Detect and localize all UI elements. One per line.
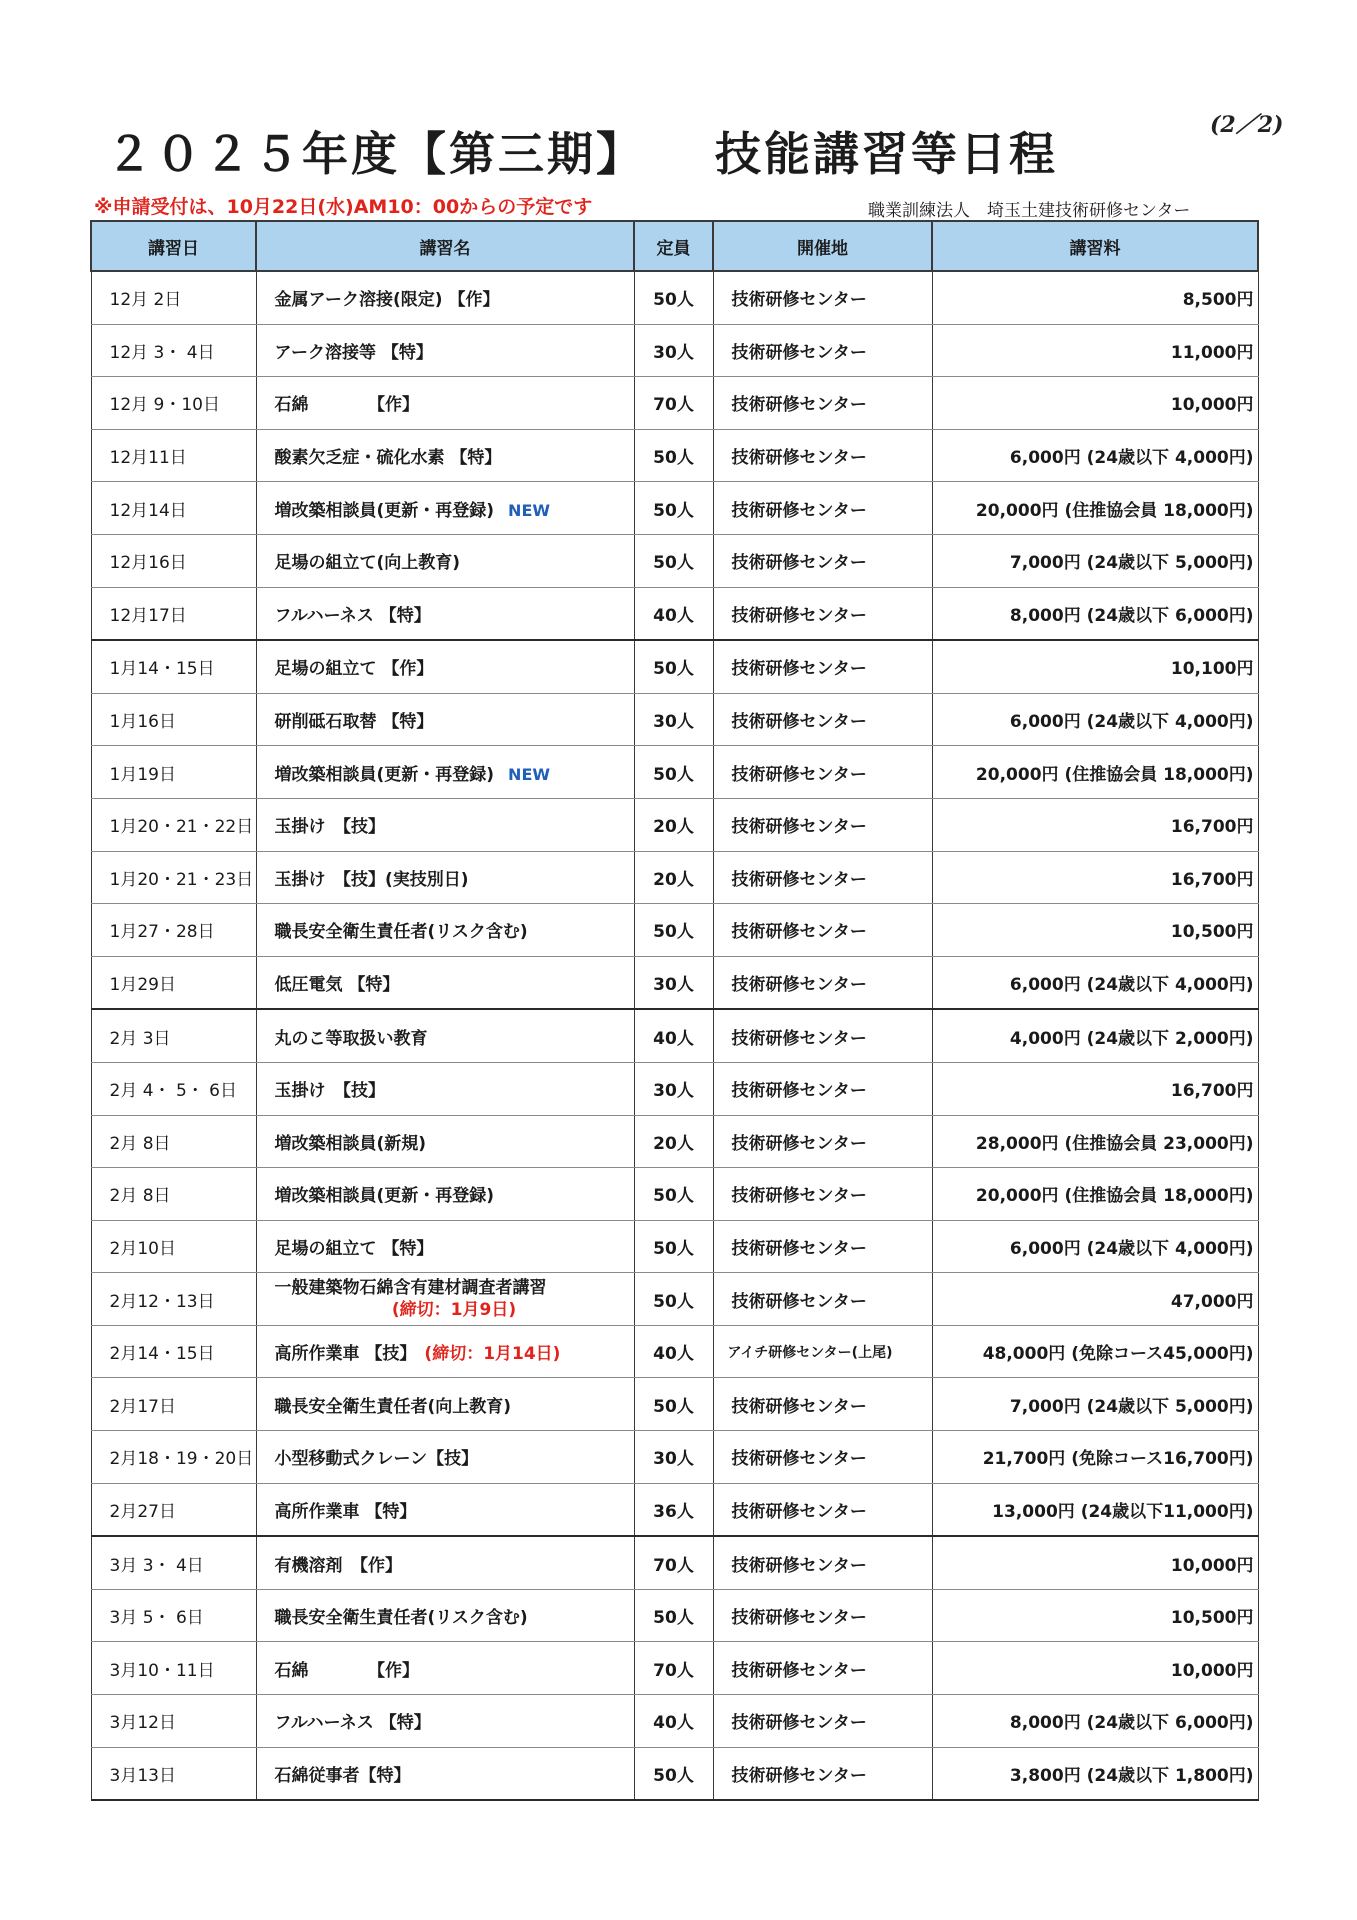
page-title [106, 118, 1058, 184]
cell-course-name [256, 1062, 634, 1115]
cell-venue: 技術研修センター [713, 1273, 932, 1326]
cell-fee: 48,000円 (免除コース45,000円) [932, 1325, 1258, 1378]
course-name: 研削砥石取替 【特】 [274, 712, 434, 733]
cell-date: 2月 8日 [91, 1115, 256, 1168]
cell-date: 3月12日 [91, 1695, 256, 1748]
course-name: 小型移動式クレーン【技】 [274, 1449, 479, 1470]
cell-date: 2月12・13日 [91, 1273, 256, 1326]
cell-capacity: 30人 [634, 1431, 713, 1484]
cell-course-name [256, 1325, 634, 1378]
cell-course-name [256, 1273, 634, 1326]
cell-course-name [256, 746, 634, 799]
table-row [91, 1325, 1258, 1378]
table-row [91, 1589, 1258, 1642]
cell-course-name [256, 1431, 634, 1484]
cell-capacity: 50人 [634, 429, 713, 482]
cell-fee: 6,000円 (24歳以下 4,000円) [932, 1220, 1258, 1273]
cell-date: 1月14・15日 [91, 640, 256, 693]
cell-course-name [256, 587, 634, 640]
cell-venue: 技術研修センター [713, 1747, 932, 1800]
cell-capacity: 50人 [634, 482, 713, 535]
cell-fee: 8,500円 [932, 271, 1258, 324]
table-row [91, 377, 1258, 430]
cell-fee: 6,000円 (24歳以下 4,000円) [932, 429, 1258, 482]
cell-course-name [256, 324, 634, 377]
cell-course-name [256, 482, 634, 535]
course-name: 高所作業車 【技】 [274, 1344, 417, 1365]
cell-venue: 技術研修センター [713, 904, 932, 957]
course-name: 石綿 【作】 [274, 1660, 419, 1681]
course-name: 金属アーク溶接(限定) 【作】 [274, 290, 500, 311]
course-name: 玉掛け 【技】 [274, 1081, 385, 1102]
cell-fee: 47,000円 [932, 1273, 1258, 1326]
cell-venue: 技術研修センター [713, 482, 932, 535]
table-row [91, 1431, 1258, 1484]
table-row [91, 1378, 1258, 1431]
table-row [91, 956, 1258, 1009]
cell-date: 3月 5・ 6日 [91, 1589, 256, 1642]
cell-course-name [256, 429, 634, 482]
cell-venue: 技術研修センター [713, 956, 932, 1009]
cell-fee: 4,000円 (24歳以下 2,000円) [932, 1009, 1258, 1062]
cell-course-name [256, 1695, 634, 1748]
column-header-venue: 開催地 [713, 221, 932, 271]
cell-date: 2月14・15日 [91, 1325, 256, 1378]
table-row [91, 324, 1258, 377]
table-row [91, 1168, 1258, 1221]
cell-fee: 20,000円 (住推協会員 18,000円) [932, 746, 1258, 799]
course-name: 高所作業車 【特】 [274, 1501, 417, 1522]
cell-course-name [256, 1589, 634, 1642]
cell-venue: 技術研修センター [713, 1431, 932, 1484]
course-name-wrapper [275, 1277, 634, 1321]
cell-fee: 10,100円 [932, 640, 1258, 693]
cell-date: 3月13日 [91, 1747, 256, 1800]
cell-date: 1月20・21・23日 [91, 851, 256, 904]
table-row [91, 482, 1258, 535]
page-title-sub: 技能講習等日程 [715, 127, 1058, 181]
cell-fee: 8,000円 (24歳以下 6,000円) [932, 1695, 1258, 1748]
cell-course-name [256, 1378, 634, 1431]
cell-capacity: 50人 [634, 1378, 713, 1431]
cell-capacity: 30人 [634, 1062, 713, 1115]
table-row [91, 534, 1258, 587]
cell-venue: 技術研修センター [713, 1220, 932, 1273]
cell-date: 12月14日 [91, 482, 256, 535]
cell-date: 1月16日 [91, 693, 256, 746]
cell-capacity: 50人 [634, 746, 713, 799]
course-name: フルハーネス 【特】 [274, 605, 431, 626]
cell-date: 1月29日 [91, 956, 256, 1009]
table-row [91, 1695, 1258, 1748]
cell-fee: 10,500円 [932, 904, 1258, 957]
course-name: 職長安全衛生責任者(向上教育) [274, 1396, 512, 1417]
cell-course-name [256, 904, 634, 957]
table-row [91, 1273, 1258, 1326]
table-row [91, 1009, 1258, 1062]
cell-fee: 3,800円 (24歳以下 1,800円) [932, 1747, 1258, 1800]
cell-date: 2月27日 [91, 1483, 256, 1536]
cell-date: 12月 9・10日 [91, 377, 256, 430]
cell-course-name [256, 1220, 634, 1273]
cell-venue: 技術研修センター [713, 640, 932, 693]
cell-capacity: 50人 [634, 904, 713, 957]
cell-venue: 技術研修センター [713, 587, 932, 640]
cell-capacity: 40人 [634, 1325, 713, 1378]
cell-capacity: 50人 [634, 534, 713, 587]
cell-course-name [256, 1747, 634, 1800]
cell-capacity: 50人 [634, 1747, 713, 1800]
cell-course-name [256, 534, 634, 587]
cell-date: 2月10日 [91, 1220, 256, 1273]
cell-fee: 8,000円 (24歳以下 6,000円) [932, 587, 1258, 640]
table-row [91, 640, 1258, 693]
cell-capacity: 70人 [634, 377, 713, 430]
course-name: 増改築相談員(更新・再登録) [274, 764, 495, 785]
deadline-note: (締切：1月14日) [424, 1344, 561, 1365]
cell-course-name [256, 1168, 634, 1221]
course-name: フルハーネス 【特】 [274, 1713, 431, 1734]
table-row [91, 746, 1258, 799]
table-row [91, 1062, 1258, 1115]
cell-venue: 技術研修センター [713, 324, 932, 377]
cell-date: 3月10・11日 [91, 1642, 256, 1695]
cell-date: 12月11日 [91, 429, 256, 482]
cell-date: 3月 3・ 4日 [91, 1536, 256, 1589]
cell-capacity: 40人 [634, 1009, 713, 1062]
table-row [91, 271, 1258, 324]
cell-fee: 28,000円 (住推協会員 23,000円) [932, 1115, 1258, 1168]
cell-venue: 技術研修センター [713, 798, 932, 851]
cell-capacity: 30人 [634, 693, 713, 746]
cell-date: 2月17日 [91, 1378, 256, 1431]
table-row [91, 1483, 1258, 1536]
cell-fee: 20,000円 (住推協会員 18,000円) [932, 482, 1258, 535]
table-row [91, 429, 1258, 482]
cell-course-name [256, 798, 634, 851]
application-notice: ※申請受付は、10月22日(水)AM10：00からの予定です [94, 196, 593, 218]
cell-capacity: 40人 [634, 1695, 713, 1748]
schedule-body [91, 271, 1258, 1800]
cell-venue: 技術研修センター [713, 1062, 932, 1115]
cell-venue: 技術研修センター [713, 1115, 932, 1168]
cell-date: 12月17日 [91, 587, 256, 640]
cell-capacity: 50人 [634, 1168, 713, 1221]
cell-fee: 10,000円 [932, 1642, 1258, 1695]
new-badge: NEW [508, 500, 551, 520]
cell-capacity: 30人 [634, 324, 713, 377]
cell-capacity: 50人 [634, 1220, 713, 1273]
cell-course-name [256, 271, 634, 324]
course-name: 足場の組立て 【特】 [274, 1238, 434, 1259]
cell-venue: 技術研修センター [713, 851, 932, 904]
cell-venue: 技術研修センター [713, 1168, 932, 1221]
cell-date: 2月18・19・20日 [91, 1431, 256, 1484]
cell-venue: 技術研修センター [713, 1589, 932, 1642]
course-name: 足場の組立て 【作】 [274, 659, 434, 680]
cell-course-name [256, 377, 634, 430]
cell-date: 12月 2日 [91, 271, 256, 324]
course-name: 職長安全衛生責任者(リスク含む) [274, 1608, 528, 1629]
course-name: 増改築相談員(更新・再登録) [274, 1186, 495, 1207]
course-name: 増改築相談員(新規) [274, 1133, 427, 1154]
cell-capacity: 30人 [634, 956, 713, 1009]
cell-course-name [256, 693, 634, 746]
table-row [91, 851, 1258, 904]
cell-date: 1月20・21・22日 [91, 798, 256, 851]
cell-capacity: 40人 [634, 587, 713, 640]
cell-course-name [256, 1483, 634, 1536]
cell-venue: 技術研修センター [713, 693, 932, 746]
table-row [91, 693, 1258, 746]
cell-fee: 11,000円 [932, 324, 1258, 377]
cell-venue: 技術研修センター [713, 1695, 932, 1748]
cell-date: 2月 8日 [91, 1168, 256, 1221]
table-row [91, 1220, 1258, 1273]
cell-fee: 7,000円 (24歳以下 5,000円) [932, 534, 1258, 587]
cell-fee: 7,000円 (24歳以下 5,000円) [932, 1378, 1258, 1431]
cell-capacity: 36人 [634, 1483, 713, 1536]
cell-course-name [256, 1009, 634, 1062]
organization-name: 職業訓練法人 埼玉土建技術研修センター [868, 201, 1191, 221]
new-badge: NEW [508, 764, 551, 784]
deadline-note: (締切：1月9日) [391, 1300, 517, 1321]
cell-fee: 16,700円 [932, 851, 1258, 904]
cell-date: 2月 4・ 5・ 6日 [91, 1062, 256, 1115]
cell-capacity: 20人 [634, 1115, 713, 1168]
cell-fee: 13,000円 (24歳以下11,000円) [932, 1483, 1258, 1536]
course-name: 石綿従事者【特】 [274, 1765, 411, 1786]
page-indicator: (2／2) [1210, 112, 1284, 138]
course-name: 酸素欠乏症・硫化水素 【特】 [274, 448, 502, 469]
cell-date: 12月16日 [91, 534, 256, 587]
cell-venue: 技術研修センター [713, 271, 932, 324]
cell-venue: アイチ研修センター(上尾) [713, 1325, 932, 1378]
cell-venue: 技術研修センター [713, 1483, 932, 1536]
cell-venue: 技術研修センター [713, 1009, 932, 1062]
cell-capacity: 50人 [634, 1273, 713, 1326]
cell-date: 2月 3日 [91, 1009, 256, 1062]
course-name: 足場の組立て(向上教育) [274, 553, 461, 574]
cell-capacity: 50人 [634, 271, 713, 324]
course-name: 丸のこ等取扱い教育 [274, 1028, 428, 1049]
cell-fee: 10,000円 [932, 377, 1258, 430]
cell-fee: 16,700円 [932, 798, 1258, 851]
cell-fee: 6,000円 (24歳以下 4,000円) [932, 956, 1258, 1009]
cell-course-name [256, 1115, 634, 1168]
cell-capacity: 70人 [634, 1642, 713, 1695]
column-header-capacity: 定員 [634, 221, 713, 271]
table-row [91, 1747, 1258, 1800]
cell-venue: 技術研修センター [713, 1536, 932, 1589]
cell-venue: 技術研修センター [713, 1378, 932, 1431]
course-name: 増改築相談員(更新・再登録) [274, 500, 495, 521]
cell-capacity: 50人 [634, 1589, 713, 1642]
cell-venue: 技術研修センター [713, 429, 932, 482]
cell-venue: 技術研修センター [713, 746, 932, 799]
course-name: 有機溶剤 【作】 [274, 1555, 402, 1576]
cell-date: 1月27・28日 [91, 904, 256, 957]
cell-capacity: 50人 [634, 640, 713, 693]
cell-venue: 技術研修センター [713, 534, 932, 587]
table-row [91, 798, 1258, 851]
cell-fee: 21,700円 (免除コース16,700円) [932, 1431, 1258, 1484]
page-title-main: ２０２５年度【第三期】 [106, 127, 645, 181]
cell-course-name [256, 851, 634, 904]
course-name: 職長安全衛生責任者(リスク含む) [274, 922, 528, 943]
course-name: 石綿 【作】 [274, 395, 419, 416]
cell-capacity: 20人 [634, 798, 713, 851]
course-name: 低圧電気 【特】 [274, 975, 400, 996]
cell-fee: 10,500円 [932, 1589, 1258, 1642]
table-row [91, 1642, 1258, 1695]
cell-venue: 技術研修センター [713, 1642, 932, 1695]
cell-date: 12月 3・ 4日 [91, 324, 256, 377]
course-name: アーク溶接等 【特】 [274, 342, 433, 363]
cell-date: 1月19日 [91, 746, 256, 799]
table-row [91, 1115, 1258, 1168]
cell-venue: 技術研修センター [713, 377, 932, 430]
cell-course-name [256, 1536, 634, 1589]
schedule-table [90, 220, 1259, 1801]
cell-course-name [256, 1642, 634, 1695]
course-name: 玉掛け 【技】 [274, 817, 385, 838]
column-header-name: 講習名 [256, 221, 634, 271]
column-header-fee: 講習料 [932, 221, 1258, 271]
cell-fee: 10,000円 [932, 1536, 1258, 1589]
course-name: 玉掛け 【技】(実技別日) [274, 869, 469, 890]
cell-fee: 16,700円 [932, 1062, 1258, 1115]
course-name: 一般建築物石綿含有建材調査者講習 [274, 1278, 547, 1299]
table-row [91, 1536, 1258, 1589]
cell-capacity: 70人 [634, 1536, 713, 1589]
column-header-date: 講習日 [91, 221, 256, 271]
cell-course-name [256, 640, 634, 693]
cell-fee: 20,000円 (住推協会員 18,000円) [932, 1168, 1258, 1221]
table-row [91, 587, 1258, 640]
cell-capacity: 20人 [634, 851, 713, 904]
cell-course-name [256, 956, 634, 1009]
cell-fee: 6,000円 (24歳以下 4,000円) [932, 693, 1258, 746]
table-row [91, 904, 1258, 957]
table-header-row [91, 221, 1258, 271]
